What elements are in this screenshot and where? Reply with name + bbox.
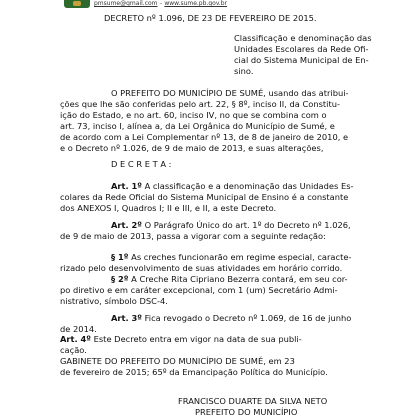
par2-line-1: § 2º A Creche Rita Cipriano Bezerra contará, em seu cor- [111,274,348,284]
art1-line-3: dos ANEXOS I, Quadros I; II e III, e II, a este Decreto. [60,203,277,213]
preamble-line-2: ções que lhe são conferidas pelo art. 22, § 8º, inciso II, da Constitu- [60,99,340,109]
closing-line-2: de fevereiro de 2015; 65º da Emancipação Política do Município. [60,367,328,377]
signatory-name: FRANCISCO DUARTE DA SILVA NETO [178,396,328,406]
preamble-line-4: art. 73, inciso I, alínea a, da Lei Orgânica do Município de Sumé, e [60,121,335,131]
preamble-line-3: ição do Estado, e no art. 60, inciso IV, no que se combina com o [60,110,327,120]
par2-label: § 2º [111,274,129,284]
closing-line-1: GABINETE DO PREFEITO DO MUNICÍPIO DE SUMÉ, em 23 [60,356,295,366]
par2-line-3: nistrativo, símbolo DSC-4. [60,296,168,306]
art2-label: Art. 2º [111,220,142,230]
website-link[interactable]: www.sume.pb.gov.br [164,0,228,7]
art2-line-2: de 9 de maio de 2013, passa a vigorar com a seguinte redação: [60,231,326,241]
art1-line-2: colares da Rede Oficial do Sistema Municipal de Ensino é a constante [60,192,349,202]
art4-label: Art. 4º [60,334,91,344]
art3-line-1: Art. 3º Fica revogado o Decreto nº 1.069, de 16 de junho [111,313,352,323]
art4-line-2: cação. [60,345,87,355]
email-link[interactable]: pmsume@gmail.com [94,0,158,7]
art2-line-1: Art. 2º O Parágrafo Único do art. 1º do Decreto nº 1.026, [111,220,351,230]
art1-label: Art. 1º [111,181,142,191]
ementa-line-3: cial do Sistema Municipal de En- [234,55,369,65]
art1-line-1: Art. 1º A classificação e a denominação das Unidades Es- [111,181,354,191]
municipal-crest-logo [64,0,90,8]
decree-title: DECRETO nº 1.096, DE 23 DE FEVEREIRO DE 2015. [104,13,317,23]
par1-line-2: rizado pelo desenvolvimento de suas atividades em horário corrido. [60,263,343,273]
art4-line-1: Art. 4º Este Decreto entra em vigor na data de sua publi- [60,334,302,344]
preamble-line-6: e o Decreto nº 1.026, de 9 de maio de 2013, e suas alterações, [60,143,324,153]
header-contacts: pmsume@gmail.com – www.sume.pb.gov.br [94,0,228,7]
ementa-line-4: sino. [234,66,254,76]
art3-line-2: de 2014. [60,324,97,334]
par2-line-2: po diretivo e em caráter excepcional, com 1 (um) Secretário Admi- [60,285,338,295]
ementa-line-2: Unidades Escolares da Rede Ofi- [234,44,369,54]
par1-label: § 1º [111,252,129,262]
signatory-role: PREFEITO DO MUNICÍPIO [195,407,298,417]
decreta-heading: D E C R E T A : [111,159,172,169]
par1-line-1: § 1º As creches funcionarão em regime especial, caracte- [111,252,352,262]
preamble-line-5: de acordo com a Lei Complementar nº 13, de 8 de janeiro de 2010, e [60,132,349,142]
preamble-line-1: O PREFEITO DO MUNICÍPIO DE SUMÉ, usando das atribui- [111,88,349,98]
ementa-line-1: Classificação e denominação das [234,33,372,43]
art3-label: Art. 3º [111,313,142,323]
